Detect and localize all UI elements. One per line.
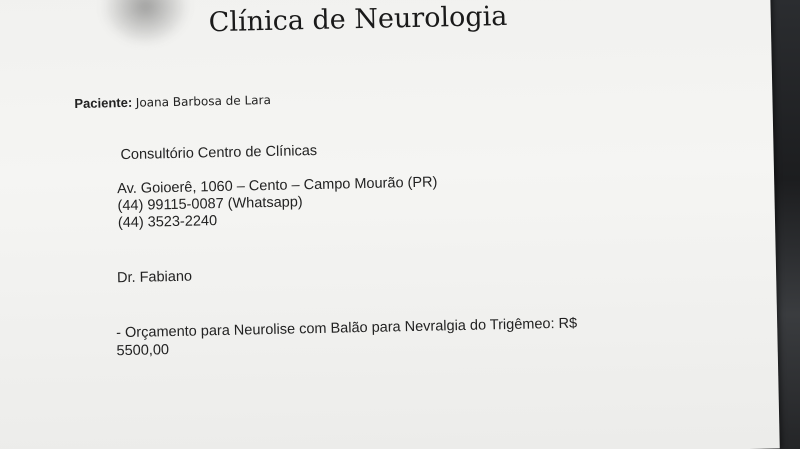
patient-label: Paciente: <box>74 94 133 112</box>
patient-name: Joana Barbosa de Lara <box>135 92 271 110</box>
clinic-name: Consultório Centro de Clínicas <box>120 142 318 164</box>
phone-whatsapp: (44) 99115-0087 (Whatsapp) <box>117 194 303 215</box>
patient-line <box>74 92 271 111</box>
shadow-smudge <box>100 0 192 47</box>
phone-line: (44) 3523-2240 <box>117 213 218 232</box>
document-title: Clínica de Neurologia <box>208 0 508 39</box>
quote-line-1: - Orçamento para Neurolise com Balão para Nevralgia do Trigêmeo: R$ <box>116 315 578 342</box>
quote-line-2: 5500,00 <box>116 342 170 360</box>
doctor-name: Dr. Fabiano <box>116 268 193 287</box>
address-line: Av. Goioerê, 1060 – Cento – Campo Mourão (PR) <box>117 174 438 198</box>
